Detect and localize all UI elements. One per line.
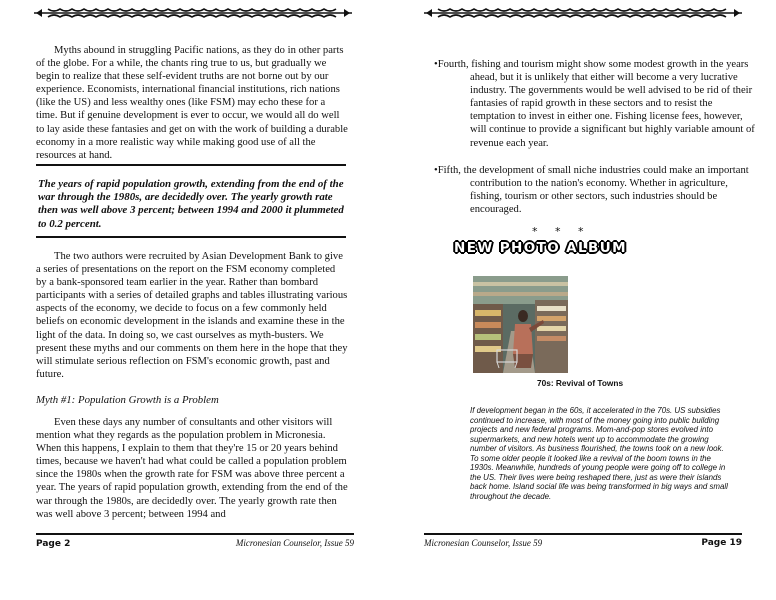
page-number: Page 19 [701,538,742,548]
pull-quote: The years of rapid population growth, extending from the end of the war through the 1980s, are decidedly over. The yearly growth rate then was well above 3 percent; between 1994 and 2000 it plummeted to 0.2 percent. [38,178,344,230]
header-ornament [424,6,742,20]
footer [36,538,354,549]
right-page [388,0,776,600]
publication-name: Micronesian Counselor, Issue 59 [235,538,354,548]
authors-paragraph: The two authors were recruited by Asian Development Bank to give a series of presentations on the report on the FSM economy completed by a bank-sponsored team earlier in the year. Rather than bombard participants with a series of detailed graphs and tables illustrating various aspects of the economy, we decide to focus on a few commonly held beliefs on economic development in the islands and examine these in the light of the data. In doing so, we cast ourselves as myth-busters. We present these myths and our comments on them here in the hope that they will stimulate serious reflection on FSM's economic growth, past and future. [36,251,348,380]
footer-rule [36,533,354,535]
page-number: Page 2 [36,539,71,549]
bullet-fifth: •Fifth, the development of small niche industries could make an important contribution to the nation's economy. Whether in agriculture, fishing, tourism or other sectors, such industries should be encouraged. [434,165,749,216]
section-separator: * * * [532,225,584,238]
supermarket-photo [473,276,568,373]
intro-paragraph: Myths abound in struggling Pacific nations, as they do in other parts of the globe. For a while, the chants ring true to us, but gradually we begin to realize that these self-evident truths are not borne out by our experience. Economists, international financial institutions, rich nations (like the US) and less wealthy ones (like FSM) may echo these for a time. But if genuine development is ever to occur, we would all do well to lay aside these fantasies and get on with the work of building a durable economy in a more realistic way while making good use of all the resources at hand. [36,45,348,161]
bullet-fourth: •Fourth, fishing and tourism might show some modest growth in the years ahead, but it is unlikely that either will become a very lucrative industry. The governments would be well advised to be rid of their fantasies of rapid growth in these sectors and to resist the temptation to invest in either one. Fishing license fees, however, will continue to provide a significant but highly variable amount of revenue each year. [434,59,755,149]
pullquote-top-rule [36,164,346,166]
publication-name: Micronesian Counselor, Issue 59 [424,538,543,548]
header-ornament [34,6,352,20]
album-title: NEW PHOTO ALBUM [454,240,627,256]
myth-heading: Myth #1: Population Growth is a Problem [36,394,219,406]
pullquote-bottom-rule [36,236,346,238]
photo-caption: 70s: Revival of Towns [537,378,624,388]
footer-rule [424,533,742,535]
photo-description: If development began in the 60s, it accelerated in the 70s. US subsidies continued to increase, with most of the money going into public building projects and new federal programs. Mom-and-pop stores evolved into supermarkets, and new hotels went up to accommodate the growing number of visitors. As business flourished, the towns took on a new look. To some older people it looked like a revival of the boom towns in the 1930s. Meanwhile, hundreds of young people were going off to college in the US. Their lives were being reshaped there, just as were their islands back home. Island social life was being transformed in big ways and small throughout the decade. [470,406,728,501]
population-paragraph: Even these days any number of consultants and other visitors will mention what they regards as the population problem in Micronesia. When this happens, I explain to them that they're 15 or 20 years behind times, because we haven't had what could be called a population problem since the 1980s when the growth rate for FSM was above three percent a year. The years of rapid population growth, extending from the end of the war through the 1980s, are decidedly over. The yearly growth rate then was well above 3 percent; between 1994 and [36,417,348,520]
footer [424,538,742,548]
